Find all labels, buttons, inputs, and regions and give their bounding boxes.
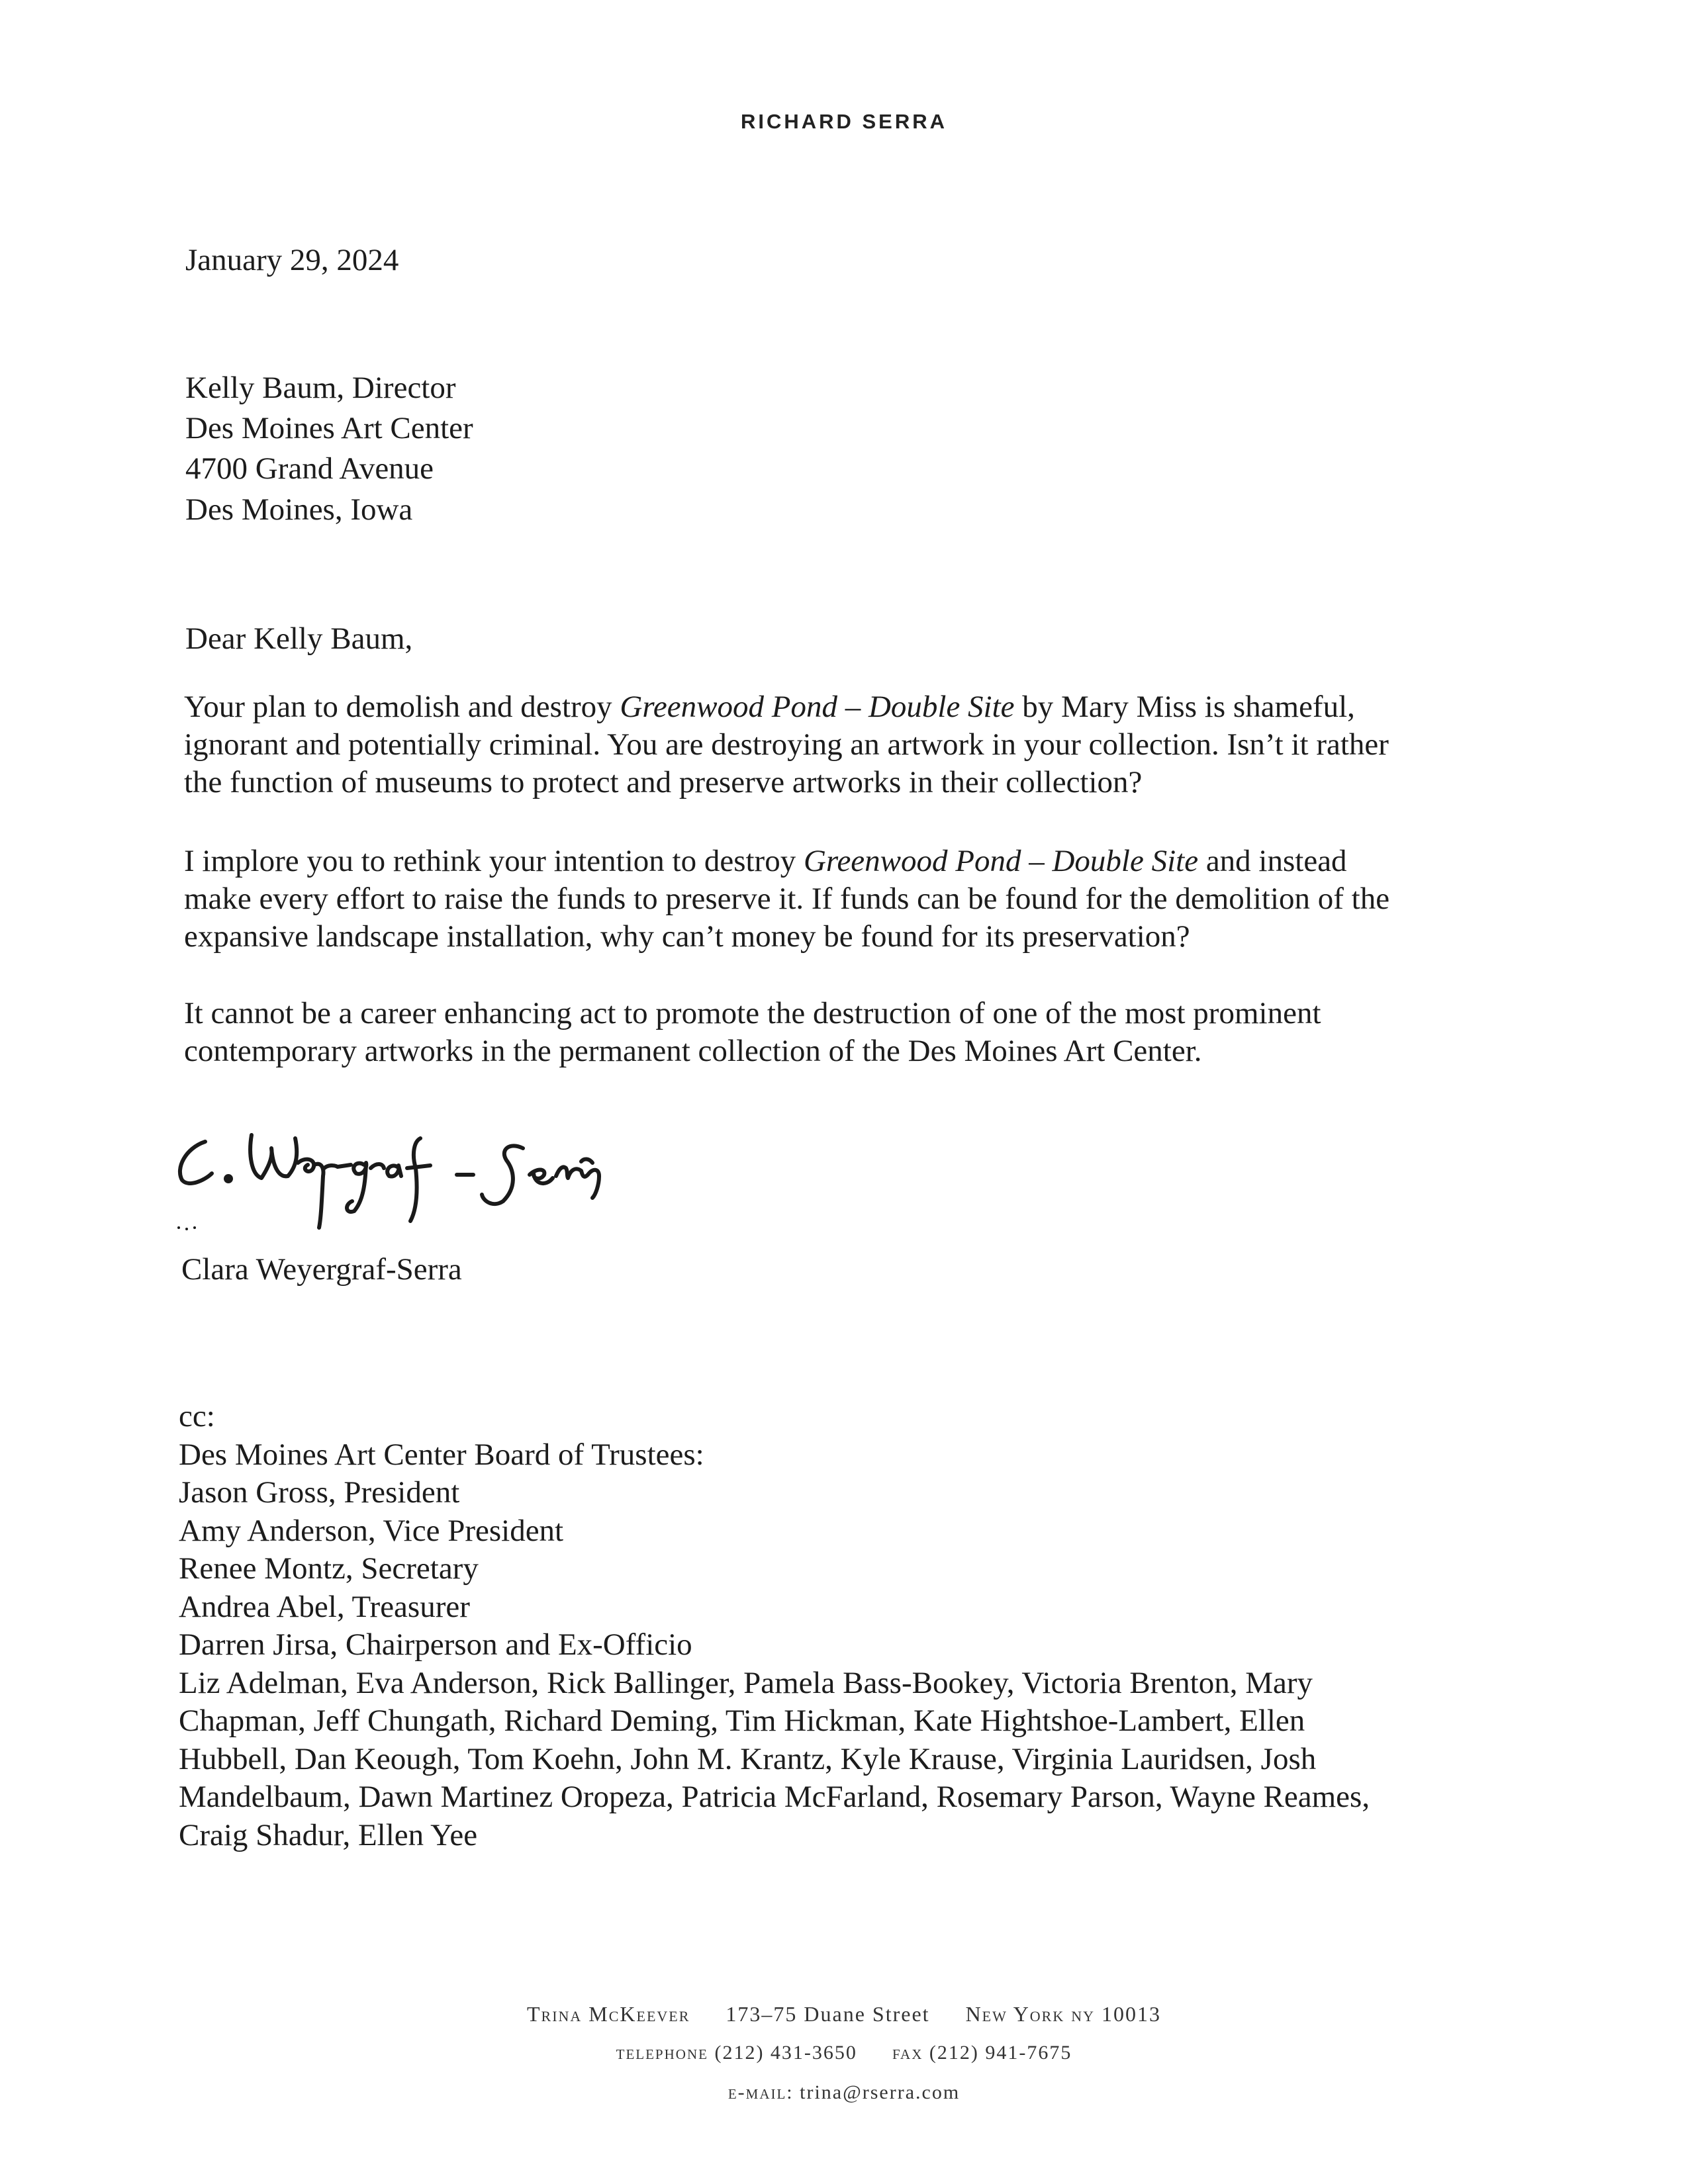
footer-fax-label: fax [892, 2042, 923, 2064]
body-paragraph-1 [184, 688, 1515, 801]
artwork-title: Greenwood Pond – Double Site [620, 690, 1015, 724]
text-run: Your plan to demolish and destroy [184, 690, 620, 724]
cc-line: Jason Gross, President [179, 1475, 460, 1510]
paragraph-line [184, 688, 1515, 726]
body-paragraph-2 [184, 842, 1515, 956]
cc-label: cc: [179, 1399, 215, 1433]
text-run: and instead [1198, 844, 1347, 878]
cc-list [179, 1398, 1370, 1854]
cc-line: Craig Shadur, Ellen Yee [179, 1817, 478, 1852]
footer-contact-name: Trina McKeever [526, 2002, 690, 2026]
recipient-line: 4700 Grand Avenue [185, 451, 434, 486]
footer-fax: (212) 941-7675 [929, 2042, 1072, 2064]
paragraph-line: It cannot be a career enhancing act to promote the destruction of one of the most prominent [184, 996, 1321, 1030]
artwork-title: Greenwood Pond – Double Site [803, 844, 1199, 878]
paragraph-line: ignorant and potentially criminal. You are destroying an artwork in your collection. Isn’t it rather [184, 727, 1389, 762]
cc-line: Renee Montz, Secretary [179, 1551, 479, 1586]
salutation: Dear Kelly Baum, [185, 621, 413, 656]
letterhead-name: RICHARD SERRA [740, 110, 948, 133]
cc-line: Andrea Abel, Treasurer [179, 1589, 470, 1624]
recipient-line: Kelly Baum, Director [185, 371, 456, 405]
letter-date: January 29, 2024 [185, 243, 399, 277]
footer-email-label: e-mail: [727, 2081, 794, 2103]
paragraph-line [184, 842, 1515, 880]
cc-line: Darren Jirsa, Chairperson and Ex-Officio [179, 1627, 692, 1662]
text-run: I implore you to rethink your intention to destroy [184, 844, 804, 878]
paragraph-line: the function of museums to protect and preserve artworks in their collection? [184, 765, 1143, 799]
cc-line: Amy Anderson, Vice President [179, 1513, 564, 1548]
footer-address-line [0, 2002, 1688, 2026]
recipient-line: Des Moines Art Center [185, 411, 473, 445]
text-run: by Mary Miss is shameful, [1014, 690, 1355, 724]
footer-telephone: (212) 431-3650 [714, 2042, 857, 2064]
paragraph-line: expansive landscape installation, why can’t money be found for its preservation? [184, 919, 1190, 954]
cc-line: Liz Adelman, Eva Anderson, Rick Ballinger, Pamela Bass-Bookey, Victoria Brenton, Mary [179, 1665, 1313, 1700]
recipient-line: Des Moines, Iowa [185, 492, 413, 527]
cc-line: Des Moines Art Center Board of Trustees: [179, 1437, 704, 1472]
footer-street: 173–75 Duane Street [726, 2002, 930, 2026]
footer-phone-line [0, 2042, 1688, 2064]
handwritten-signature [165, 1102, 642, 1234]
cc-line: Hubbell, Dan Keough, Tom Koehn, John M. Krantz, Kyle Krause, Virginia Lauridsen, Josh [179, 1741, 1317, 1776]
footer-telephone-label: telephone [616, 2042, 708, 2064]
signatory-name: Clara Weyergraf-Serra [181, 1252, 462, 1287]
paragraph-line: make every effort to raise the funds to preserve it. If funds can be found for the demolition of the [184, 882, 1390, 916]
footer-email: trina@rserra.com [800, 2081, 961, 2103]
footer-city: New York ny 10013 [965, 2002, 1162, 2026]
footer-email-line [0, 2081, 1688, 2104]
paragraph-line: contemporary artworks in the permanent collection of the Des Moines Art Center. [184, 1034, 1202, 1068]
body-paragraph-3 [184, 995, 1515, 1070]
cc-line: Chapman, Jeff Chungath, Richard Deming, Tim Hickman, Kate Hightshoe-Lambert, Ellen [179, 1704, 1305, 1738]
cc-line: Mandelbaum, Dawn Martinez Oropeza, Patricia McFarland, Rosemary Parson, Wayne Reames, [179, 1780, 1370, 1814]
